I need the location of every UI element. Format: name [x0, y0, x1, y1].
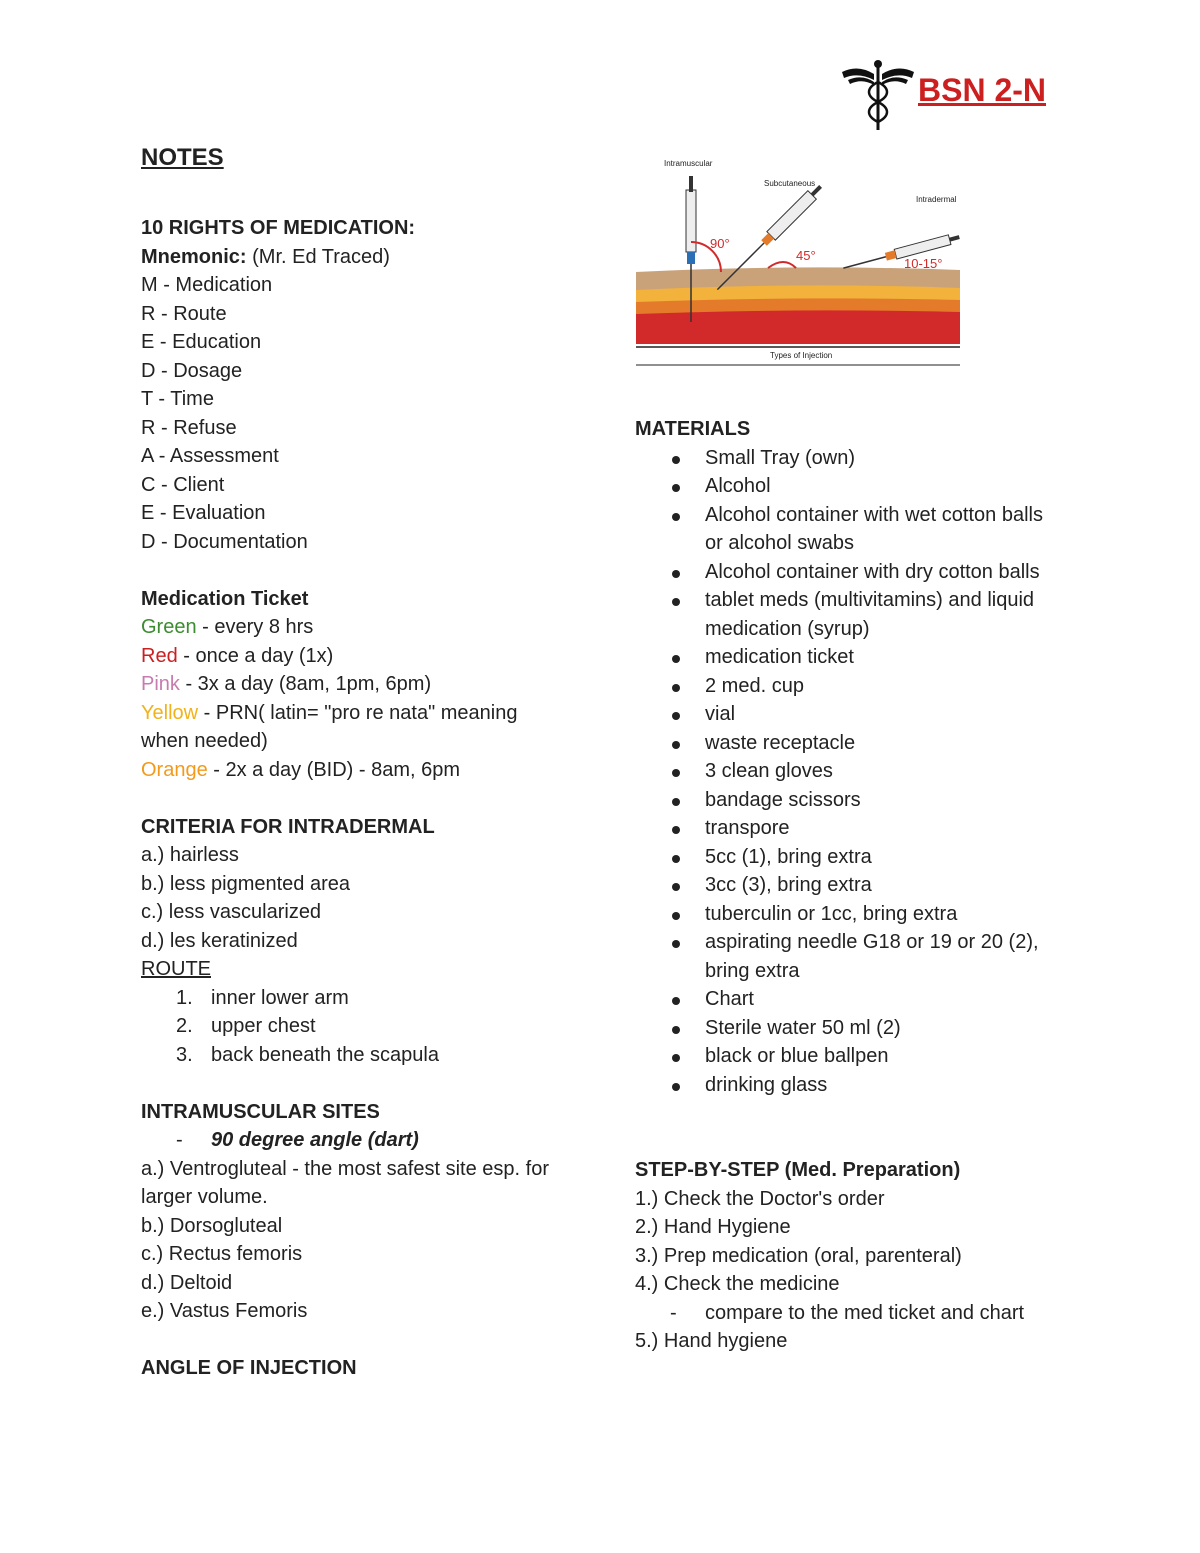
- material-text: Chart: [705, 988, 754, 1010]
- route-item: [141, 1012, 581, 1041]
- ticket-color: Green: [141, 616, 197, 638]
- material-item: [635, 871, 1095, 900]
- intramuscular-heading: INTRAMUSCULAR SITES: [141, 1100, 380, 1123]
- site-item: e.) Vastus Femoris: [141, 1300, 308, 1322]
- right-item: R - Refuse: [141, 416, 237, 439]
- angle-90-label: 90°: [710, 236, 730, 251]
- material-item: [635, 786, 1095, 815]
- right-item: E - Education: [141, 331, 262, 353]
- injection-angle-figure: [636, 158, 960, 374]
- material-item: [635, 501, 1045, 558]
- material-item: [635, 1071, 1095, 1100]
- angle-heading: ANGLE OF INJECTION: [141, 1357, 357, 1379]
- angle-45-label: 45°: [796, 248, 816, 263]
- route-number: 1.: [176, 986, 193, 1009]
- bullet-icon: [672, 798, 680, 806]
- bullet-icon: [672, 940, 680, 948]
- right-item: D - Dosage: [141, 359, 243, 382]
- bullet-icon: [672, 741, 680, 749]
- ticket-color: Orange: [141, 758, 208, 781]
- angle-note-text: 90 degree angle (dart): [211, 1129, 419, 1151]
- ticket-desc: - 2x a day (BID) - 8am, 6pm: [207, 758, 461, 781]
- step-item: 3.) Prep medication (oral, parenteral): [635, 1244, 962, 1267]
- site-item: d.) Deltoid: [141, 1271, 233, 1294]
- material-text: aspirating needle G18 or 19 or 20 (2), bring extra: [705, 931, 1039, 982]
- ticket-color: Pink: [141, 673, 180, 695]
- ticket-desc: - 3x a day (8am, 1pm, 6pm): [179, 673, 432, 695]
- material-item: [635, 729, 1095, 758]
- criteria-item: c.) less vascularized: [141, 901, 322, 923]
- material-text: transpore: [705, 817, 790, 839]
- step-item: 4.) Check the medicine: [635, 1273, 840, 1295]
- material-text: Alcohol container with wet cotton balls or alcohol swabs: [705, 503, 1043, 554]
- bullet-icon: [672, 598, 680, 606]
- material-item: [635, 586, 1045, 643]
- materials-list: [635, 444, 1095, 1100]
- caduceus-icon: [838, 58, 918, 138]
- bullet-icon: [672, 1083, 680, 1091]
- figure-caption: Types of Injection: [770, 351, 833, 360]
- bullet-icon: [672, 684, 680, 692]
- mnemonic-label: Mnemonic:: [141, 245, 247, 268]
- material-text: tuberculin or 1cc, bring extra: [705, 902, 958, 925]
- right-item: R - Route: [141, 302, 227, 325]
- ticket-heading: Medication Ticket: [141, 587, 309, 610]
- material-item: [635, 472, 1095, 501]
- material-text: tablet meds (multivitamins) and liquid medication (syrup): [705, 589, 1035, 640]
- material-item: [635, 1014, 1095, 1043]
- right-item: T - Time: [141, 388, 214, 410]
- figure-label: Intramuscular: [664, 159, 713, 168]
- route-text: back beneath the scapula: [211, 1043, 439, 1066]
- step-item: 1.) Check the Doctor's order: [635, 1187, 885, 1210]
- route-text: inner lower arm: [211, 986, 349, 1009]
- route-item: [141, 1041, 581, 1070]
- criteria-item: a.) hairless: [141, 844, 239, 866]
- material-text: Alcohol container with dry cotton balls: [705, 560, 1040, 583]
- material-text: 2 med. cup: [705, 674, 804, 697]
- bullet-icon: [672, 570, 680, 578]
- route-text: upper chest: [211, 1015, 316, 1037]
- ticket-item: [141, 756, 581, 785]
- right-item: C - Client: [141, 473, 225, 496]
- mnemonic-line: [141, 243, 581, 272]
- material-item: [635, 444, 1095, 473]
- material-text: 3 clean gloves: [705, 760, 833, 782]
- dash-marker: -: [176, 1129, 183, 1151]
- criteria-item: b.) less pigmented area: [141, 872, 351, 895]
- ticket-desc: - once a day (1x): [177, 644, 334, 667]
- step-sub-text: compare to the med ticket and chart: [705, 1301, 1025, 1324]
- material-text: 5cc (1), bring extra: [705, 845, 872, 868]
- material-text: vial: [705, 703, 736, 725]
- dash-marker: -: [670, 1301, 677, 1324]
- route-number: 2.: [176, 1015, 193, 1037]
- right-column: [635, 415, 1095, 1356]
- intradermal-heading: CRITERIA FOR INTRADERMAL: [141, 815, 435, 838]
- right-item: M - Medication: [141, 274, 273, 296]
- material-item: [635, 900, 1095, 929]
- material-text: waste receptacle: [705, 731, 856, 754]
- ticket-item: [141, 642, 581, 671]
- site-item: b.) Dorsogluteal: [141, 1214, 283, 1237]
- bullet-icon: [672, 484, 680, 492]
- material-text: Small Tray (own): [705, 446, 856, 469]
- bullet-icon: [672, 1054, 680, 1062]
- material-item: [635, 1042, 1095, 1071]
- bullet-icon: [672, 826, 680, 834]
- angle-10-15-label: 10-15°: [904, 256, 943, 271]
- material-text: Alcohol: [705, 475, 771, 497]
- bullet-icon: [672, 655, 680, 663]
- ticket-color: Red: [141, 644, 178, 667]
- right-item: D - Documentation: [141, 530, 308, 553]
- bullet-icon: [672, 1026, 680, 1034]
- material-text: drinking glass: [705, 1073, 828, 1096]
- left-column: [141, 140, 581, 1383]
- material-text: medication ticket: [705, 646, 854, 668]
- step-sub-item: [635, 1299, 1095, 1328]
- material-text: black or blue ballpen: [705, 1045, 889, 1067]
- material-item: [635, 558, 1045, 587]
- material-item: [635, 928, 1045, 985]
- material-item: [635, 814, 1095, 843]
- material-item: [635, 757, 1095, 786]
- material-item: [635, 672, 1095, 701]
- material-text: Sterile water 50 ml (2): [705, 1016, 901, 1039]
- angle-note: [141, 1126, 581, 1155]
- figure-label: Intradermal: [916, 195, 957, 204]
- route-label: ROUTE: [141, 958, 211, 980]
- material-text: 3cc (3), bring extra: [705, 874, 872, 896]
- site-item: c.) Rectus femoris: [141, 1243, 303, 1265]
- materials-heading: MATERIALS: [635, 418, 751, 440]
- rights-heading: 10 RIGHTS OF MEDICATION:: [141, 217, 416, 239]
- route-number: 3.: [176, 1043, 193, 1066]
- ticket-item: [141, 670, 581, 699]
- material-text: bandage scissors: [705, 788, 861, 811]
- right-item: E - Evaluation: [141, 502, 266, 524]
- step-item: 5.) Hand hygiene: [635, 1330, 788, 1352]
- bullet-icon: [672, 513, 680, 521]
- bullet-icon: [672, 912, 680, 920]
- ticket-desc: - every 8 hrs: [196, 616, 314, 638]
- material-item: [635, 700, 1095, 729]
- bullet-icon: [672, 883, 680, 891]
- step-item: 2.) Hand Hygiene: [635, 1216, 791, 1238]
- bullet-icon: [672, 769, 680, 777]
- site-item: a.) Ventrogluteal - the most safest site esp. for larger volume.: [141, 1157, 549, 1208]
- route-item: [141, 984, 581, 1013]
- bullet-icon: [672, 712, 680, 720]
- mnemonic-value: (Mr. Ed Traced): [246, 245, 390, 268]
- figure-label: Subcutaneous: [764, 179, 816, 188]
- material-item: [635, 843, 1095, 872]
- ticket-item: [141, 699, 561, 756]
- page-title: NOTES: [141, 144, 224, 171]
- material-item: [635, 643, 1095, 672]
- criteria-item: d.) les keratinized: [141, 929, 298, 952]
- bullet-icon: [672, 855, 680, 863]
- ticket-desc: - PRN( latin= "pro re nata" meaning when needed): [141, 701, 518, 752]
- header-label: BSN 2-N: [918, 72, 1047, 108]
- steps-heading: STEP-BY-STEP (Med. Preparation): [635, 1159, 961, 1181]
- bullet-icon: [672, 456, 680, 464]
- ticket-item: [141, 613, 581, 642]
- material-item: [635, 985, 1095, 1014]
- bullet-icon: [672, 997, 680, 1005]
- ticket-color: Yellow: [141, 701, 199, 724]
- right-item: A - Assessment: [141, 445, 279, 467]
